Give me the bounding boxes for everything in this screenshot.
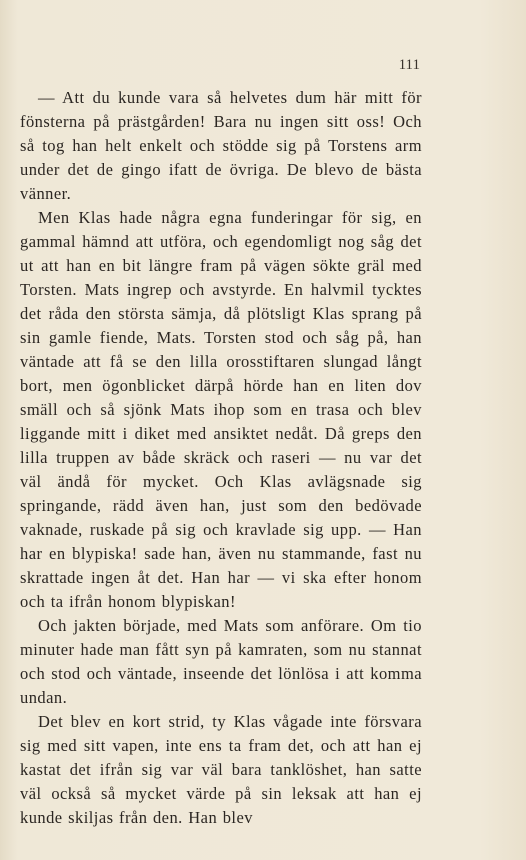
paragraph-3: Och jakten började, med Mats som anförare. Om tio minuter hade man fått syn på kamraten, som nu stannat och stod och väntade, inseende det lönlösa i att komma undan. bbox=[20, 616, 422, 707]
paragraph-4: Det blev en kort strid, ty Klas vågade inte försvara sig med sitt vapen, inte ens ta fram det, och att han ej kastat det ifrån sig var väl bara tanklöshet, han satte väl också så mycket värde på sin leksak att han ej kunde skiljas från den. Han blev bbox=[20, 712, 422, 827]
paragraph-1: — Att du kunde vara så helvetes dum här mitt för fönsterna på prästgården! Bara nu ingen sitt oss! Och så tog han helt enkelt och stödde sig på Torstens arm under det de gingo ifatt de övriga. De blevo de bästa vänner. bbox=[20, 88, 422, 203]
page-number: 111 bbox=[398, 57, 420, 73]
paragraph-2: Men Klas hade några egna funderingar för sig, en gammal hämnd att utföra, och egendomligt nog såg det ut att han en bit längre fram på vägen sökte gräl med Torsten. Mats ingrep och avstyrde. En halvmil tycktes det råda den största sämja, då plötsligt Klas sprang på sin gamle fiende, Mats. Torsten stod och såg på, han väntade att få se den lilla orosstiftaren slungad långt bort, men ögonblicket därpå hörde han en liten dov smäll och så sjönk Mats ihop som en trasa och blev liggande mitt i diket med ansiktet nedåt. Då greps den lilla truppen av både skräck och raseri — nu var det väl ändå för mycket. Och Klas avlägsnade sig springande, rädd även han, just som den bedövade vaknade, ruskade på sig och kravlade sig upp. — Han har en blypiska! sade han, även nu stammande, fast nu skrattade ingen åt det. Han har — vi ska efter honom och ta ifrån honom blypiskan! bbox=[20, 208, 422, 611]
body-text bbox=[20, 86, 422, 830]
